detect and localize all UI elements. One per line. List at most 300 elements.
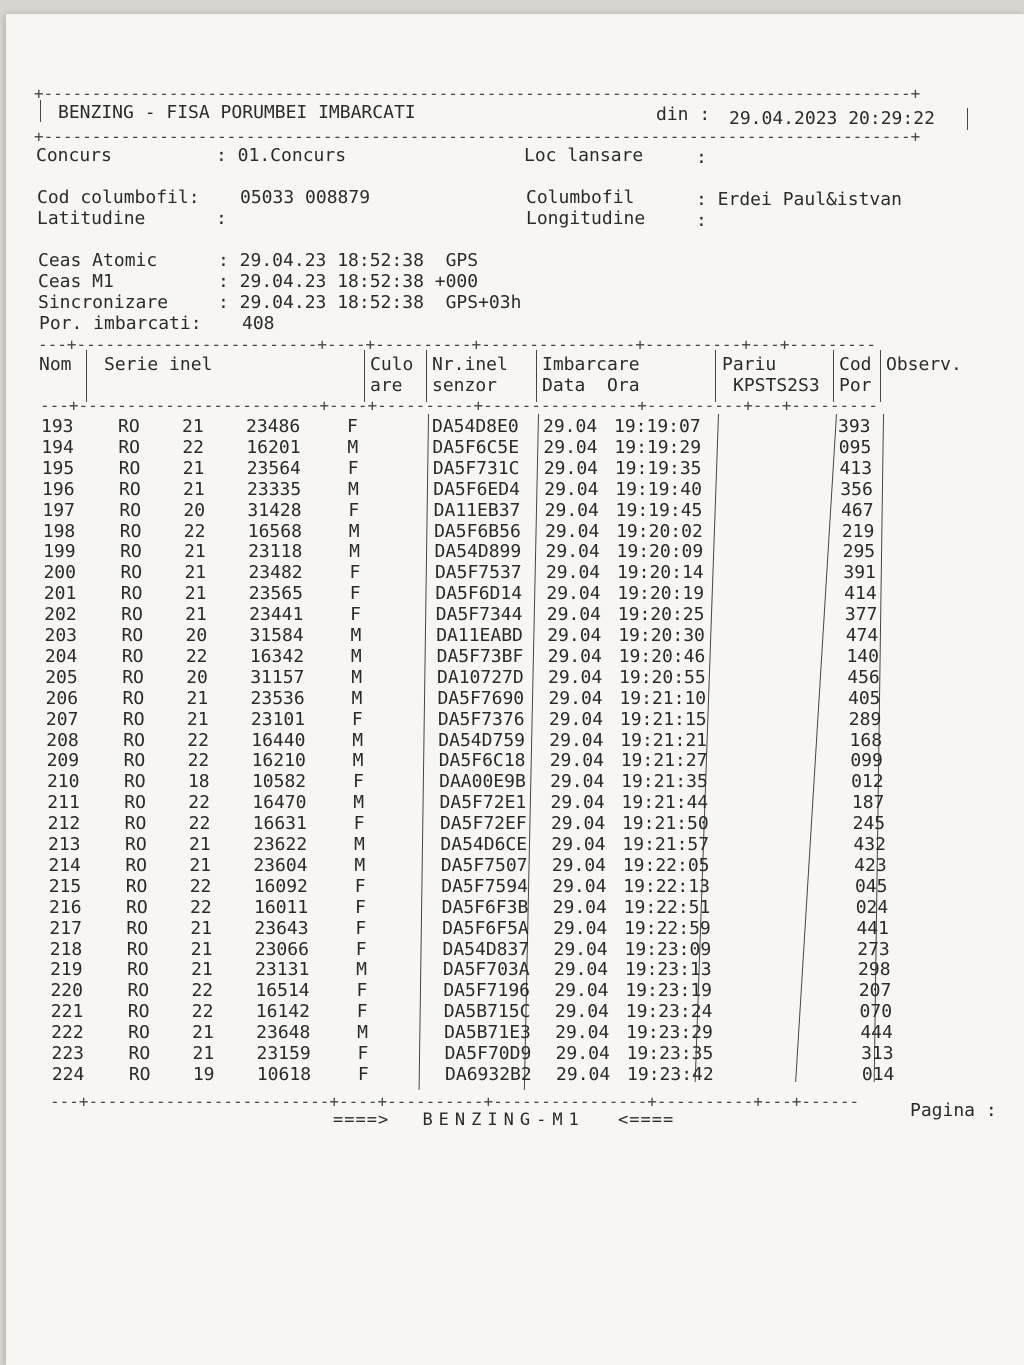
row-cod: 414 [844,583,877,605]
columbofil-value: : Erdei Paul&istvan [696,189,902,210]
row-an: 21 [183,478,205,500]
row-nr-inel: 23482 [248,562,303,584]
row-ora: 19:21:57 [622,834,710,855]
table-header-border: ---+-------------------------+----+----------+----------------+----------+---+--------- [40,396,879,415]
row-nom: 209 [46,750,80,772]
row-tara: RO [120,541,142,563]
row-tara: RO [123,750,146,772]
row-senzor: DA5F6C18 [438,750,526,772]
row-ora: 19:21:27 [620,750,708,772]
row-nr-inel: 23335 [247,478,302,500]
row-nr-inel: 23604 [253,854,308,876]
loc-lansare-label: Loc lansare [524,145,644,166]
row-senzor: DA5F6D14 [435,583,523,605]
row-sex: F [351,708,363,730]
row-nom: 203 [44,625,78,646]
row-an: 21 [186,687,209,709]
row-tara: RO [120,562,143,584]
col-culoare-2: are [370,375,403,396]
rule-cod [833,350,834,402]
row-an: 21 [186,708,209,730]
row-ora: 19:20:02 [616,520,703,542]
row-sex: M [351,666,363,688]
row-cod: 474 [845,625,879,646]
row-cod: 273 [857,938,890,960]
row-sex: F [355,938,367,960]
sincronizare-label: Sincronizare [38,292,169,313]
row-senzor: DA5F72E1 [439,792,527,814]
row-cod: 405 [848,687,881,709]
row-cod: 099 [850,750,883,772]
row-nr-inel: 16092 [253,875,308,897]
row-nr-inel: 23643 [254,917,309,939]
row-ora: 19:22:51 [623,896,711,918]
row-an: 22 [191,1001,214,1023]
row-sex: F [355,896,366,918]
row-ora: 19:23:19 [625,980,713,1002]
row-an: 21 [182,416,204,437]
row-an: 21 [190,917,213,939]
row-ora: 19:20:25 [617,604,705,626]
row-nom: 219 [50,959,83,981]
row-senzor: DA54D6CE [440,834,528,855]
row-senzor: DA5B71E3 [444,1022,531,1044]
row-nom: 212 [47,813,81,835]
row-tara: RO [125,834,147,855]
row-senzor: DA54D759 [438,729,525,751]
row-cod: 207 [858,980,892,1002]
row-tara: RO [121,604,143,626]
row-nom: 197 [42,499,75,521]
row-data: 29.04 [543,416,598,437]
row-nom: 214 [48,854,81,876]
row-ora: 19:21:10 [619,687,707,709]
row-an: 21 [189,834,211,855]
row-sex: M [352,750,364,772]
row-ora: 19:21:50 [621,813,709,835]
footer-brand: BENZING-M1 [422,1110,585,1130]
rule-culoare [364,350,365,402]
row-senzor: DA5F7376 [437,708,525,730]
row-nom: 211 [47,792,80,814]
col-imbarcare-2: Data Ora [542,375,640,396]
row-sex: M [354,854,366,876]
row-an: 20 [186,666,208,688]
row-sex: F [347,416,358,437]
row-an: 22 [183,520,206,542]
row-an: 19 [192,1063,215,1085]
row-ora: 19:22:13 [623,875,710,897]
row-senzor: DA11EABD [436,625,523,646]
row-an: 21 [182,457,205,479]
row-nr-inel: 16210 [251,750,306,772]
row-tara: RO [121,645,144,667]
row-an: 20 [185,625,208,646]
row-nom: 205 [45,666,78,688]
row-tara: RO [127,959,149,981]
ceas-m1-value: : 29.04.23 18:52:38 +000 [218,271,479,292]
row-data: 29.04 [555,1043,610,1064]
row-data: 29.04 [553,938,608,960]
header-top-border: +------------------------------------------------------------------------------------------+ [34,84,921,103]
row-cod: 219 [841,520,875,542]
footer-arrow-right: <==== [618,1110,675,1130]
header-bottom-border: +------------------------------------------------------------------------------------------+ [34,127,921,146]
row-data: 29.04 [547,625,602,646]
row-nom: 213 [48,834,81,855]
row-data: 29.04 [552,896,607,918]
row-cod: 413 [839,457,873,479]
row-senzor: DA5F6F3B [441,896,529,918]
row-ora: 19:23:29 [626,1022,713,1044]
row-an: 22 [188,792,210,814]
row-nr-inel: 23536 [250,687,305,709]
columbofil-label: Columbofil [526,187,635,208]
concurs-label: Concurs [36,145,112,166]
row-nom: 210 [46,771,80,793]
row-nr-inel: 23441 [249,604,304,626]
row-data: 29.04 [552,875,607,897]
row-ora: 19:23:09 [624,938,712,960]
row-sex: F [356,980,368,1002]
row-cod: 391 [843,562,876,584]
row-data: 29.04 [550,813,606,835]
row-sex: M [350,625,362,646]
row-nom: 220 [50,980,83,1002]
row-nom: 216 [49,896,82,918]
row-cod: 456 [847,666,880,688]
row-nom: 223 [51,1043,85,1064]
concurs-value: : 01.Concurs [216,145,347,166]
col-cod-2: Por [839,375,872,396]
row-cod: 423 [854,854,887,876]
col-cod-1: Cod [839,354,872,375]
row-nr-inel: 16440 [251,729,306,751]
row-nr-inel: 23565 [248,583,303,605]
row-senzor: DA5F731C [432,457,520,479]
row-nr-inel: 23486 [246,416,301,437]
row-tara: RO [123,729,145,751]
row-tara: RO [126,896,148,918]
row-nr-inel: 16514 [255,980,310,1002]
row-sex: F [350,604,361,626]
row-tara: RO [125,875,148,897]
row-cod: 024 [855,896,889,918]
row-ora: 19:23:42 [627,1063,714,1085]
report-date-label: din : [656,104,711,125]
row-nr-inel: 16142 [255,1001,310,1023]
row-cod: 393 [838,416,871,437]
rule-nrinel [426,350,427,402]
row-senzor: DA54D8E0 [432,416,519,437]
row-data: 29.04 [550,771,605,793]
row-senzor: DA5F6ED4 [433,478,520,500]
row-nom: 208 [46,729,79,751]
row-ora: 19:21:15 [619,708,707,730]
row-an: 22 [191,980,214,1002]
row-nr-inel: 23564 [246,457,301,479]
row-data: 29.04 [555,1022,610,1044]
row-senzor: DAA00E9B [439,771,526,793]
row-nr-inel: 16011 [254,896,309,918]
row-nom: 199 [43,541,76,563]
row-data: 29.04 [556,1063,611,1085]
row-nr-inel: 23159 [256,1043,311,1064]
row-sex: F [349,562,361,584]
row-nom: 193 [41,416,74,437]
row-sex: F [357,1043,369,1064]
col-observ: Observ. [886,354,962,375]
row-data: 29.04 [543,436,598,458]
row-tara: RO [118,457,141,479]
row-ora: 19:19:07 [614,416,701,437]
row-nr-inel: 10618 [256,1063,312,1085]
row-tara: RO [118,416,140,437]
row-an: 22 [185,645,208,667]
longitudine-label: Longitudine [526,208,646,229]
row-cod: 045 [854,875,888,897]
rule-observ [880,350,881,402]
row-data: 29.04 [550,792,605,814]
row-nr-inel: 23131 [255,959,310,981]
row-sex: F [353,813,365,835]
row-senzor: DA5F73BF [436,645,524,667]
row-nr-inel: 16631 [252,813,307,835]
row-data: 29.04 [546,604,601,626]
row-cod: 356 [840,478,873,500]
row-tara: RO [127,980,150,1002]
row-cod: 095 [838,436,872,458]
row-tara: RO [124,813,147,835]
row-tara: RO [128,1022,150,1044]
row-an: 21 [184,562,207,584]
row-senzor: DA5F6B56 [434,520,521,542]
row-nom: 200 [43,562,76,584]
loc-lansare-value: : [696,147,707,168]
col-nrinel-1: Nr.inel [432,354,508,375]
row-cod: 313 [861,1043,894,1064]
row-tara: RO [128,1063,151,1085]
row-tara: RO [119,499,142,521]
row-nr-inel: 10582 [251,771,307,793]
row-an: 21 [184,541,206,563]
rule-nom [86,350,87,402]
row-sex: F [355,917,367,939]
row-nr-inel: 23622 [253,834,308,855]
row-an: 22 [188,813,211,835]
row-data: 29.04 [543,457,599,479]
report-date: 29.04.2023 20:29:22 [729,108,935,129]
row-senzor: DA5F6C5E [432,436,520,458]
row-ora: 19:21:21 [620,729,707,751]
row-ora: 19:19:40 [615,478,702,500]
footer-banner [333,1110,674,1130]
row-data: 29.04 [554,980,609,1002]
row-data: 29.04 [548,708,604,730]
row-ora: 19:19:45 [615,499,703,521]
row-cod: 432 [853,834,886,855]
row-nom: 222 [51,1022,84,1044]
row-sex: M [349,541,360,563]
ceas-atomic-value: : 29.04.23 18:52:38 GPS [218,250,479,271]
row-nr-inel: 23118 [248,541,303,563]
row-sex: M [352,729,364,751]
row-cod: 289 [848,708,882,730]
row-tara: RO [128,1043,151,1064]
row-nom: 217 [49,917,82,939]
row-an: 21 [184,583,207,605]
row-nom: 202 [44,604,77,626]
row-cod: 444 [860,1022,893,1044]
row-tara: RO [121,625,144,646]
row-cod: 467 [841,499,874,521]
row-nr-inel: 31157 [250,666,305,688]
row-ora: 19:20:19 [617,583,705,605]
row-nom: 195 [41,457,75,479]
row-data: 29.04 [551,834,606,855]
col-imbarcare-1: Imbarcare [542,354,640,375]
ceas-m1-label: Ceas M1 [38,271,114,292]
row-an: 22 [190,896,212,918]
table-bottom-border: ---+-------------------------+----+----------+----------------+----------+---+------ [50,1092,860,1111]
col-nrinel-2: senzor [432,375,498,396]
row-data: 29.04 [544,478,599,500]
row-nom: 215 [48,875,82,897]
row-cod: 295 [842,541,876,563]
row-an: 21 [189,854,212,876]
row-nom: 201 [43,583,77,605]
row-cod: 245 [852,813,886,835]
footer-arrow-left: ====> [333,1110,390,1130]
row-tara: RO [119,478,141,500]
row-nom: 194 [41,436,74,458]
row-tara: RO [122,666,144,688]
row-senzor: DA5B715C [443,1001,531,1023]
row-cod: 140 [846,645,879,667]
row-sex: F [356,1001,368,1023]
row-sex: F [347,457,359,479]
row-an: 21 [192,1022,214,1044]
row-sex: M [347,436,359,458]
row-senzor: DA5F7196 [443,980,531,1002]
row-nr-inel: 16342 [249,645,305,667]
row-ora: 19:20:46 [618,645,706,667]
table-top-border: ---+-------------------------+----+----------+----------------+----------+---+--------- [38,335,877,354]
row-ora: 19:23:24 [625,1001,713,1023]
row-senzor: DA5F70D9 [444,1043,532,1064]
row-data: 29.04 [549,729,604,751]
row-nr-inel: 16568 [247,520,302,542]
row-senzor: DA5F7507 [440,854,528,876]
row-nom: 224 [51,1063,85,1085]
row-senzor: DA5F7344 [435,604,523,626]
row-sex: F [349,583,361,605]
row-tara: RO [126,917,149,939]
col-serie-inel: Serie inel [104,354,213,375]
row-data: 29.04 [545,520,600,542]
row-senzor: DA5F703A [442,959,530,981]
row-senzor: DA11EB37 [433,499,521,521]
row-sex: M [354,834,365,855]
row-ora: 19:20:14 [616,562,704,584]
row-nom: 204 [44,645,78,667]
row-data: 29.04 [545,541,600,563]
row-senzor: DA5F7594 [441,875,528,897]
row-sex: M [351,687,363,709]
latitudine-value: : [216,208,227,229]
row-tara: RO [119,520,142,542]
row-sex: F [348,499,360,521]
row-nom: 206 [45,687,79,709]
row-nr-inel: 16470 [252,792,307,814]
row-sex: F [357,1063,369,1085]
row-nom: 196 [42,478,75,500]
row-data: 29.04 [554,1001,609,1023]
row-sex: M [350,645,362,667]
row-data: 29.04 [547,645,602,667]
sincronizare-value: : 29.04.23 18:52:38 GPS+03h [218,292,522,313]
row-ora: 19:22:59 [624,917,711,939]
row-sex: M [353,792,365,814]
row-data: 29.04 [548,687,603,709]
col-nom: Nom [39,354,72,375]
row-senzor: DA54D837 [442,938,530,960]
row-data: 29.04 [553,959,609,981]
row-nom: 218 [49,938,83,960]
row-senzor: DA6932B2 [445,1063,532,1085]
row-data: 29.04 [546,583,601,605]
row-data: 29.04 [551,854,606,876]
row-ora: 19:19:29 [614,436,702,458]
row-tara: RO [120,583,143,605]
cod-columbofil-value: 05033 008879 [240,187,371,208]
row-sex: F [354,875,366,897]
row-sex: M [348,478,359,500]
row-data: 29.04 [545,562,601,584]
row-senzor: DA5F72EF [439,813,527,835]
row-ora: 19:21:35 [621,771,708,793]
row-sex: M [357,1022,368,1044]
header-left-bar [40,100,41,122]
row-an: 18 [187,771,210,793]
row-nom: 207 [45,708,79,730]
row-nr-inel: 23101 [250,708,306,730]
row-cod: 168 [849,729,883,751]
row-data: 29.04 [553,917,608,939]
row-an: 22 [187,729,209,751]
row-senzor: DA5F7537 [434,562,522,584]
row-tara: RO [124,792,146,814]
row-cod: 014 [861,1063,895,1085]
row-an: 22 [187,750,210,772]
row-an: 21 [191,959,213,981]
row-tara: RO [122,708,145,730]
report-title: BENZING - FISA PORUMBEI IMBARCATI [58,102,416,123]
row-tara: RO [123,771,146,793]
row-ora: 19:23:35 [626,1043,714,1064]
row-tara: RO [125,854,148,876]
row-nr-inel: 23648 [256,1022,311,1044]
rule-pariu [715,350,716,402]
row-cod: 441 [856,917,889,939]
row-tara: RO [122,687,145,709]
row-ora: 19:20:30 [618,625,705,646]
row-nom: 198 [42,520,76,542]
row-an: 21 [185,604,207,626]
col-pariu-1: Pariu [722,354,777,375]
row-ora: 19:20:09 [616,541,704,563]
row-data: 29.04 [548,666,603,688]
